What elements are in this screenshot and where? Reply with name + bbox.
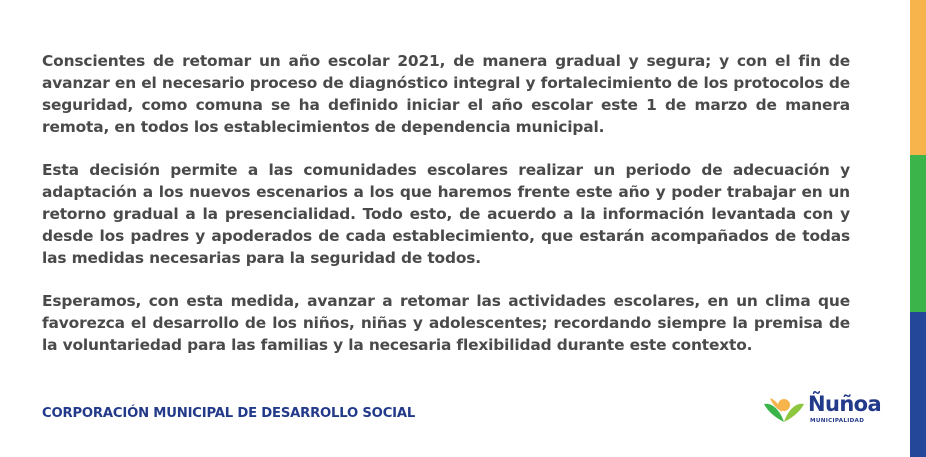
paragraph-1: Conscientes de retomar un año escolar 2021, de manera gradual y segura; y con el fin de avanzar en el necesario proceso de diagnóstico integral y fortalecimiento de los protocolos de seguridad, como comuna se ha definido iniciar el año escolar este 1 de marzo de manera remota, en todos los establecimientos de dependencia municipal. [42,52,850,136]
letter-body [42,50,850,377]
leaf-sun-icon [762,394,806,426]
stripe-green [910,155,926,312]
nunoa-logo [762,392,882,432]
paragraph-3: Esperamos, con esta medida, avanzar a retomar las actividades escolares, en un clima que favorezca el desarrollo de los niños, niñas y adolescentes; recordando siempre la premisa de la voluntariedad para las familias y la necesaria flexibilidad durante este contexto. [42,292,850,354]
paragraph-2: Esta decisión permite a las comunidades escolares realizar un periodo de adecuación y adaptación a los nuevos escenarios a los que haremos frente este año y poder trabajar en un retorno gradual a la presencialidad. Todo esto, de acuerdo a la información levantada con y desde los padres y apoderados de cada establecimiento, que estarán acompañados de todas las medidas necesarias para la seguridad de todos. [42,161,850,267]
stripe-blue [910,312,926,457]
organization-name: CORPORACIÓN MUNICIPAL DE DESARROLLO SOCIAL [42,406,416,421]
stripe-orange [910,0,926,155]
logo-name: Ñuñoa [808,392,882,416]
logo-subtitle: MUNICIPALIDAD [810,418,865,424]
